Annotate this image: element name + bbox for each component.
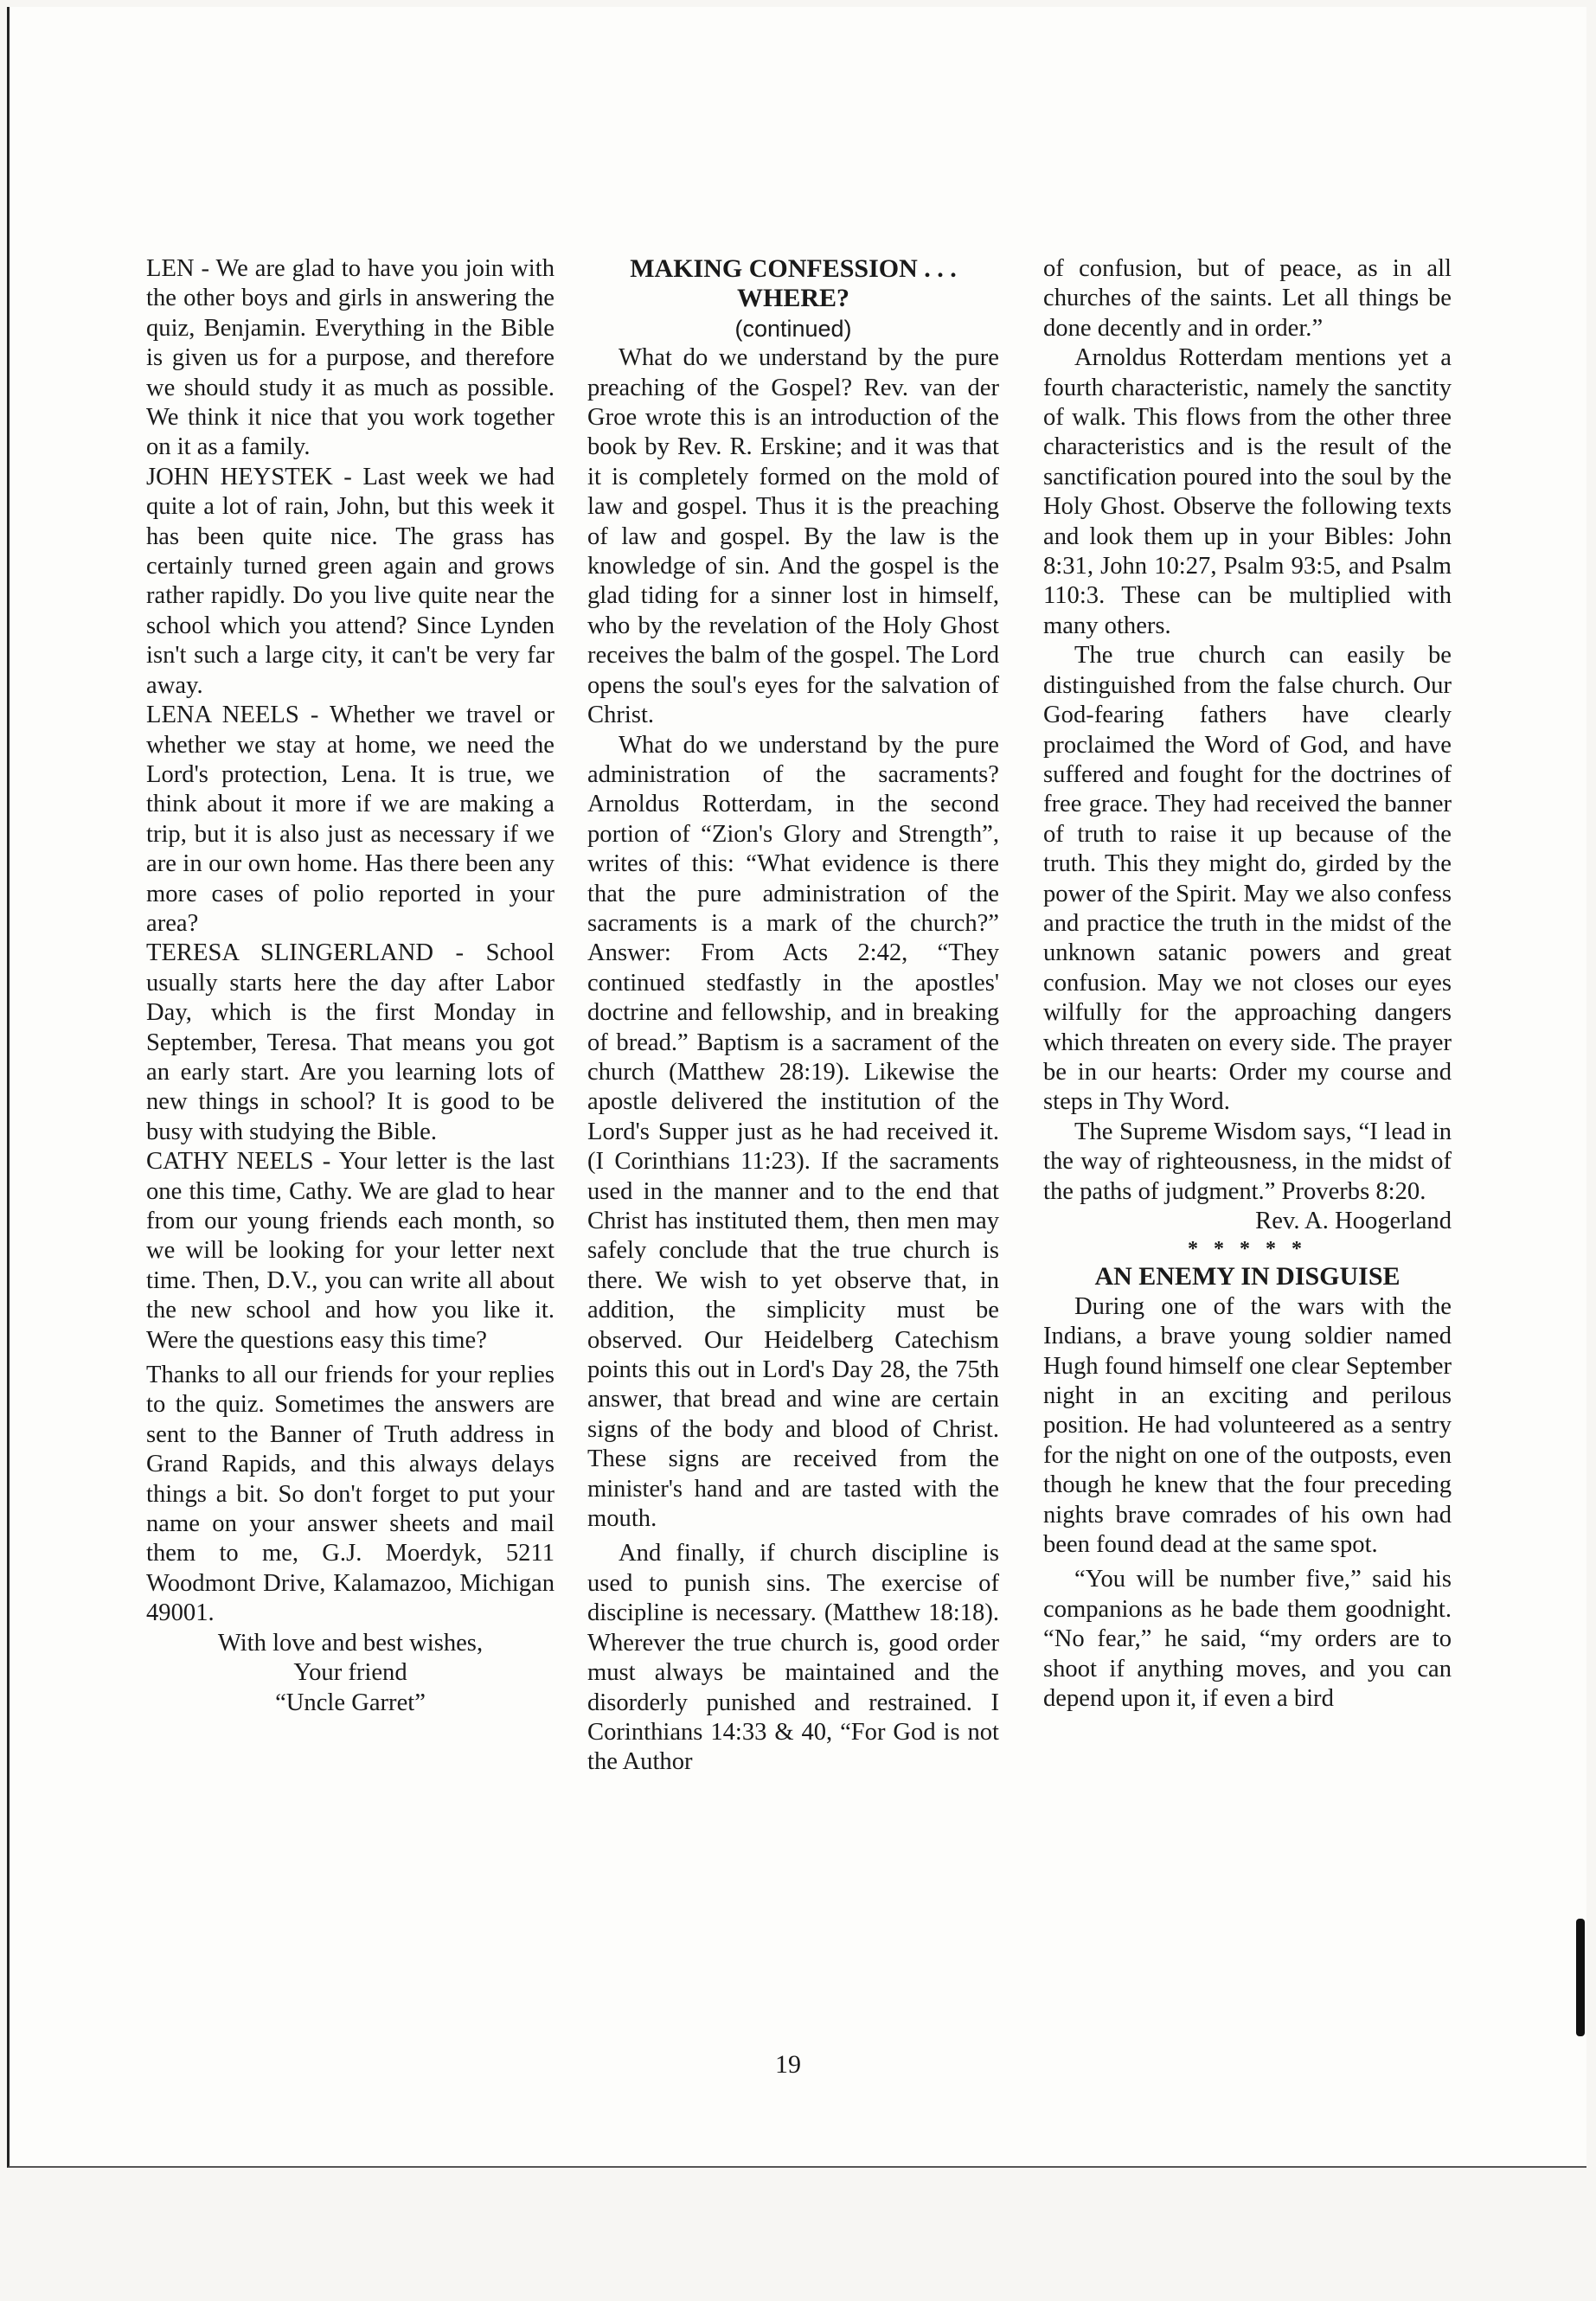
column-letters <box>146 254 554 1718</box>
paragraph-lena-neels: LENA NEELS - Whether we travel or whether we stay at home, we need the Lord's protection, Lena. It is true, we think about it more if we are making a trip, but it is also just as necessary if we are in our own home. Has there been any more cases of polio reported in your area? <box>146 702 554 937</box>
article-title-line2: WHERE? <box>736 284 850 313</box>
article-title-line1: MAKING CONFESSION . . . <box>630 254 957 283</box>
paragraph-true-church: The true church can easily be distinguished from the false church. Our God-fearing fathers have clearly proclaimed the Word of God, and have suffered and fought for the doctrines of free grace. They had received the banner of truth to raise it up because of the truth. This they might do, girded by the power of the Spirit. May we also confess and practice the truth in the midst of the unknown satanic powers and great confusion. May we not closes our eyes wilfully for the approaching dangers which threaten on every side. The prayer be in our hearts: Order my course and steps in Thy Word. <box>1043 642 1452 1116</box>
paragraph-confusion: of confusion, but of peace, as in all churches of the saints. Let all things be done decently and in order.” <box>1043 255 1452 342</box>
section-divider-stars: * * * * * <box>1188 1238 1307 1261</box>
article-subtitle: (continued) <box>734 315 852 342</box>
paragraph-pure-preaching: What do we understand by the pure preaching of the Gospel? Rev. van der Groe wrote this is an introduction of the book by Rev. R. Erskine; and it was that it is completely formed on the mold of law and gospel. Thus it is the preaching of law and gospel. By the law is the knowledge of sin. And the gospel is the glad tiding for a sinner lost in himself, who by the revelation of the Holy Ghost receives the balm of the gospel. The Lord opens the soul's eyes for the salvation of Christ. <box>587 344 999 729</box>
column-continuation <box>1043 254 1452 1715</box>
page-number: 19 <box>775 2050 801 2079</box>
closing-friend: Your friend <box>293 1659 407 1687</box>
paragraph-indian-wars: During one of the wars with the Indians, a brave young soldier named Hugh found himself one clear September night in an exciting and perilous position. He had volunteered as a sentry for the night on one of the outposts, even though he knew that the four preceding nights brave comrades of his own had been found dead at the same spot. <box>1043 1292 1452 1559</box>
paragraph-len: LEN - We are glad to have you join with the other boys and girls in answering the quiz, Benjamin. Everything in the Bible is given us for a purpose, and therefore we should study it as much as possible. We think it nice that you work together on it as a family. <box>146 255 554 461</box>
paragraph-number-five: “You will be number five,” said his companions as he bade them goodnight. “No fear,” he said, “my orders are to shoot if anything moves, and you can depend upon it, if even a bird <box>1043 1566 1452 1713</box>
paragraph-sacraments: What do we understand by the pure administration of the sacraments? Arnoldus Rotterdam, in the second portion of “Zion's Glory and Strength”, writes of this: “What evidence is there that the pure administration of the sacraments is a mark of the church?” Answer: From Acts 2:42, “They continued stedfastly in the apostles' doctrine and fellowship, and in breaking of bread.” Baptism is a sacrament of the church (Matthew 28:19). Likewise the apostle delivered the institution of the Lord's Supper just as he had received it. (I Corinthians 11:23). If the sacraments used in the manner and to the end that Christ has instituted them, then men may safely conclude that the true church is there. We wish to yet observe that, in addition, the simplicity must be observed. Our Heidelberg Catechism points this out in Lord's Day 28, the 75th answer, that bread and wine are certain signs of the body and blood of Christ. These signs are received from the minister's hand and are tasted with the mouth. <box>587 731 999 1533</box>
paragraph-cathy-neels: CATHY NEELS - Your letter is the last one this time, Cathy. We are glad to hear from our young friends each month, so we will be looking for your letter next time. Then, D.V., you can write all about the new school and how you like it. Were the questions easy this time? <box>146 1148 554 1354</box>
scan-edge-mark <box>1576 1919 1585 2036</box>
paragraph-thanks: Thanks to all our friends for your replies to the quiz. Sometimes the answers are sent to the Banner of Truth address in Grand Rapids, and this always delays things a bit. So don't forget to put your name on your answer sheets and mail them to me, G.J. Moerdyk, 5211 Woodmont Drive, Kalamazoo, Michigan 49001. <box>146 1362 554 1627</box>
paragraph-discipline: And finally, if church discipline is used to punish sins. The exercise of discipline is necessary. (Matthew 18:18). Wherever the true church is, good order must always be maintained and the disorderly punished and restrained. I Corinthians 14:33 & 40, “For God is not the Author <box>587 1540 999 1776</box>
paragraph-john-heystek: JOHN HEYSTEK - Last week we had quite a lot of rain, John, but this week it has been quite nice. The grass has certainly turned green again and grows rather rapidly. Do you live quite near the school which you attend? Since Lynden isn't such a large city, it can't be very far away. <box>146 463 554 699</box>
paragraph-fourth-characteristic: Arnoldus Rotterdam mentions yet a fourth characteristic, namely the sanctity of walk. This flows from the other three characteristics and is the result of the sanctification poured into the soul by the Holy Ghost. Observe the following texts and look them up in your Bibles: John 8:31, John 10:27, Psalm 93:5, and Psalm 110:3. These can be multiplied with many others. <box>1043 344 1452 639</box>
signature: “Uncle Garret” <box>275 1689 426 1716</box>
paragraph-supreme-wisdom: The Supreme Wisdom says, “I lead in the way of righteousness, in the midst of the paths of judgment.” Proverbs 8:20. <box>1043 1118 1452 1205</box>
closing-line: With love and best wishes, <box>217 1629 484 1657</box>
column-making-confession <box>587 254 999 1778</box>
article-title-enemy: AN ENEMY IN DISGUISE <box>1094 1262 1401 1292</box>
page <box>7 7 1586 2168</box>
paragraph-teresa-slingerland: TERESA SLINGERLAND - School usually starts here the day after Labor Day, which is the first Monday in September, Teresa. That means you got an early start. Are you learning lots of new things in school? It is good to be busy with studying the Bible. <box>146 939 554 1145</box>
article-author: Rev. A. Hoogerland <box>1255 1208 1452 1234</box>
